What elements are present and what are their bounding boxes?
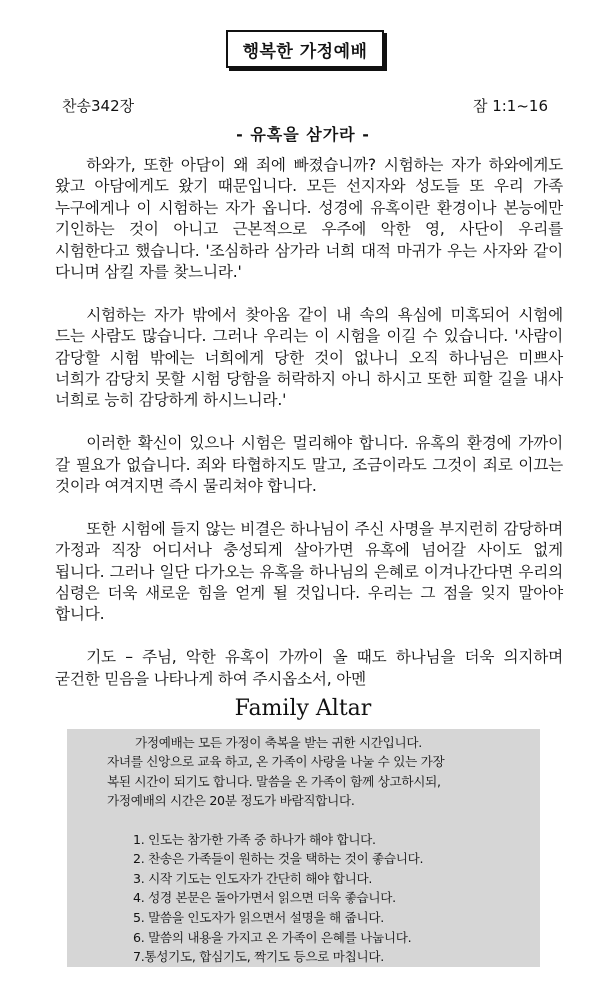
closing-prayer: 기도 – 주님, 악한 유혹이 가까이 올 때도 하나님을 더욱 의지하며 굳건한 믿음을 나타나게 하여 주시옵소서, 아멘	[55, 648, 563, 688]
scripture-reference: 잠 1:1~16	[472, 97, 548, 115]
sermon-paragraph: 이러한 확신이 있으나 시험은 멀리해야 합니다. 유혹의 환경에 가까이 갈 필요가 없습니다. 죄와 타협하지도 말고, 조금이라도 그것이 죄로 이끄는 것이라 여겨지면 즉시 물리쳐야 합니다.	[55, 434, 563, 496]
guideline-item: 6. 말씀의 내용을 가지고 온 가족이 은혜를 나눕니다.	[133, 929, 412, 945]
altar-intro-line: 가정예배는 모든 가정이 축복을 받는 귀한 시간입니다.	[135, 735, 422, 750]
guideline-item: 5. 말씀을 인도자가 읽으면서 설명을 해 줍니다.	[133, 910, 384, 925]
hymn-number: 찬송342장	[62, 97, 135, 115]
sermon-paragraph: 시험하는 자가 밖에서 찾아옴 같이 내 속의 욕심에 미혹되어 시험에 드는 사람도 많습니다. 그러나 우리는 이 시험을 이길 수 있습니다. '사람이 감당할 시험 밖에는 너희에게 당한 것이 없나니 오직 하나님은 미쁘사 너희가 감당치 못할 시험 당함을 허락하지 아니 하시고 또한 피할 길을 내사 너희로 능히 감당하게 하시느니라.'	[55, 305, 563, 410]
sermon-paragraph: 하와가, 또한 아담이 왜 죄에 빠졌습니까? 시험하는 자가 하와에게도 왔고 아담에게도 왔기 때문입니다. 모든 선지자와 성도들 또 우리 가족 누구에게나 이 시험하는 자가 옵니다. 성경에 유혹이란 환경이나 본능에만 기인하는 것이 아니고 근본적으로 우주에 악한 영, 사단이 우리를 시험한다고 했습니다. '조심하라 삼가라 너희 대적 마귀가 우는 사자와 같이 다니며 삼킬 자를 찾느니라.'	[55, 156, 563, 282]
guideline-item: 2. 찬송은 가족들이 원하는 것을 택하는 것이 좋습니다.	[133, 851, 424, 867]
sermon-body	[55, 155, 563, 690]
altar-intro-line: 자녀를 신앙으로 교육 하고, 온 가족이 사랑을 나눌 수 있는 가장	[107, 754, 445, 770]
page-title: 행복한 가정예배	[226, 30, 384, 68]
guideline-list	[107, 830, 526, 967]
family-altar-box	[67, 729, 540, 967]
sermon-paragraph: 또한 시험에 들지 않는 비결은 하나님이 주신 사명을 부지런히 감당하며 가정과 직장 어디서나 충성되게 살아가면 유혹에 넘어갈 사이도 없게 됩니다. 그러나 일단 다가오는 유혹을 하나님의 은혜로 이겨나간다면 우리의 심령은 더욱 새로운 힘을 얻게 될 것입니다. 우리는 그 점을 잊지 말아야 합니다.	[55, 519, 563, 624]
sermon-subtitle: - 유혹을 삼가라 -	[236, 125, 370, 144]
guideline-item: 3. 시작 기도는 인도자가 간단히 해야 합니다.	[133, 870, 373, 886]
altar-intro-line: 복된 시간이 되기도 합니다. 말씀을 온 가족이 함께 상고하시되,	[107, 773, 441, 789]
family-altar-heading: Family Altar	[234, 696, 372, 721]
guideline-item: 7.통성기도, 합심기도, 짝기도 등으로 마칩니다.	[133, 949, 384, 965]
guideline-item: 4. 성경 본문은 돌아가면서 읽으면 더욱 좋습니다.	[133, 890, 396, 906]
guideline-item: 1. 인도는 참가한 가족 중 하나가 해야 합니다.	[133, 831, 376, 847]
altar-intro-line: 가정예배의 시간은 20분 정도가 바람직합니다.	[107, 793, 355, 809]
